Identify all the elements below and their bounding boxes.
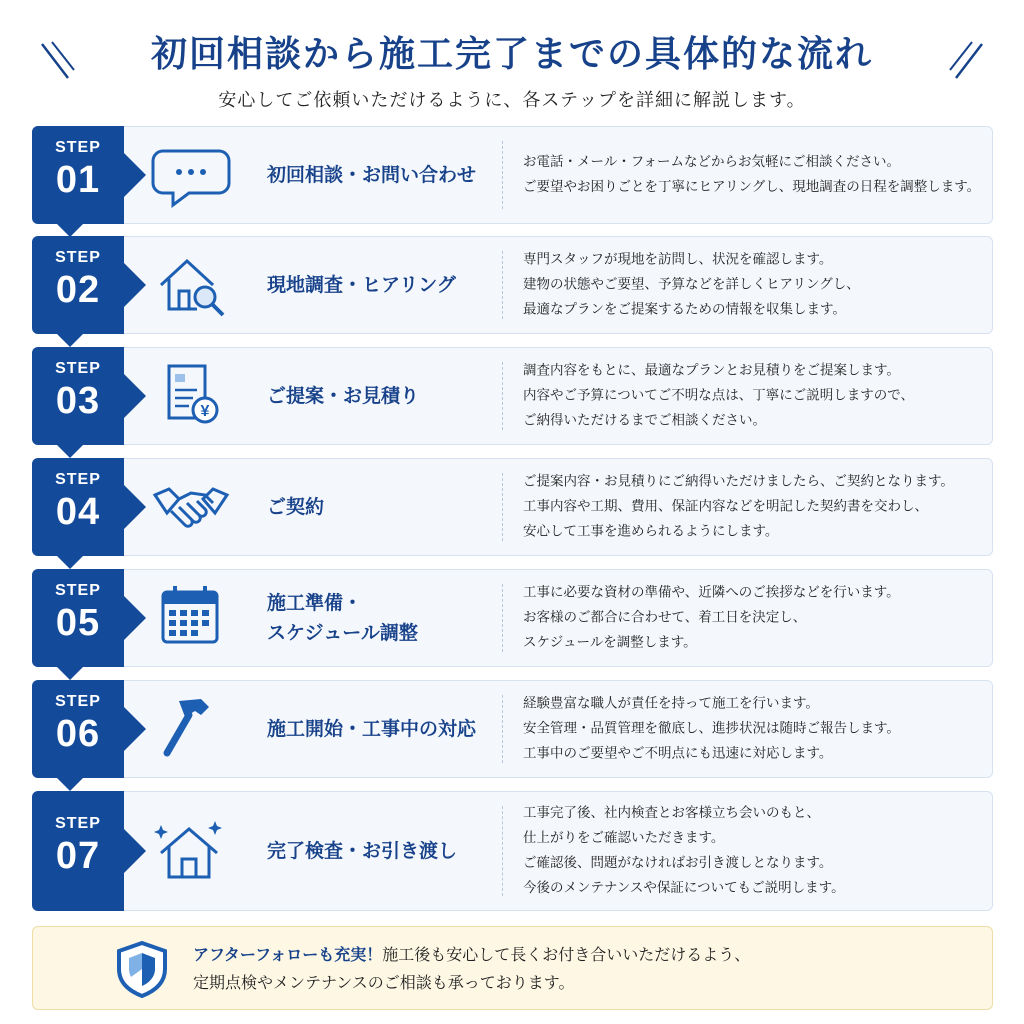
step-card — [32, 791, 993, 911]
estimate-document-yen-icon — [149, 360, 233, 432]
step-card — [32, 458, 993, 556]
header — [0, 0, 1024, 120]
down-arrow-icon — [57, 667, 83, 680]
divider — [502, 473, 503, 541]
banner-line — [193, 941, 973, 969]
banner-line: 定期点検やメンテナンスのご相談も承っております。 — [193, 973, 575, 992]
step-title-line: 完了検査・お引き渡し — [267, 840, 458, 862]
divider — [502, 362, 503, 430]
banner-highlight: アフターフォローも充実！ — [193, 945, 383, 964]
step-title — [267, 714, 499, 744]
description-line: 今後のメンテナンスや保証についてもご説明します。 — [523, 880, 845, 896]
step-badge — [32, 347, 124, 445]
description-line: 工事に必要な資材の準備や、近隣へのご挨拶などを行います。 — [523, 584, 900, 601]
svg-text:¥: ¥ — [200, 403, 210, 420]
down-arrow-icon — [57, 334, 83, 347]
description-line: スケジュールを調整します。 — [523, 634, 697, 651]
description-line: 工事中のご要望やご不明点にも迅速に対応します。 — [523, 745, 833, 762]
description-line: 経験豊富な職人が責任を持って施工を行います。 — [523, 695, 819, 712]
step-description — [523, 359, 985, 434]
down-arrow-icon — [57, 556, 83, 569]
step-label: STEP — [55, 582, 101, 599]
down-arrow-icon — [57, 778, 83, 791]
step-label: STEP — [55, 471, 101, 488]
step-badge — [32, 569, 124, 667]
divider — [502, 806, 503, 896]
step-card — [32, 236, 993, 334]
divider — [502, 251, 503, 319]
description-line: ご提案内容・お見積りにご納得いただけましたら、ご契約となります。 — [523, 473, 954, 490]
description-line: 内容やご予算についてご不明な点は、丁寧にご説明しますので、 — [523, 387, 914, 404]
divider — [502, 141, 503, 209]
step-number: 02 — [55, 269, 101, 311]
description-line: 専門スタッフが現地を訪問し、状況を確認します。 — [523, 251, 833, 268]
down-arrow-icon — [57, 224, 83, 237]
divider — [502, 584, 503, 652]
step-label: STEP — [55, 249, 101, 266]
step-title-line: ご提案・お見積り — [267, 385, 420, 407]
description-line: 安全管理・品質管理を徹底し、進捗状況は随時ご報告します。 — [523, 720, 900, 737]
description-line: ご確認後、問題がなければお引き渡しとなります。 — [523, 855, 833, 871]
step-description — [523, 581, 985, 656]
step-card — [32, 126, 993, 224]
step-badge — [32, 126, 124, 224]
banner-text — [193, 941, 973, 997]
description-line: 仕上がりをご確認いただきます。 — [523, 830, 725, 846]
step-title-line: 現地調査・ヒアリング — [267, 274, 456, 296]
description-line: 最適なプランをご提案するための情報を収集します。 — [523, 301, 846, 318]
step-label: STEP — [55, 693, 101, 710]
step-card — [32, 680, 993, 778]
step-number: 07 — [55, 835, 101, 877]
step-description — [523, 470, 985, 545]
down-arrow-icon — [57, 445, 83, 458]
description-line: ご要望やお困りごとを丁寧にヒアリングし、現地調査の日程を調整します。 — [523, 179, 981, 195]
step-number: 05 — [55, 602, 101, 644]
divider — [502, 695, 503, 763]
shield-icon — [113, 939, 171, 999]
description-line: お客様のご都合に合わせて、着工日を決定し、 — [523, 609, 807, 626]
house-sparkle-icon — [149, 815, 233, 887]
step-badge — [32, 458, 124, 556]
step-card — [32, 569, 993, 667]
step-label: STEP — [55, 139, 101, 156]
chat-bubble-icon — [149, 139, 233, 211]
description-line: お電話・メール・フォームなどからお気軽にご相談ください。 — [523, 154, 901, 170]
step-number: 04 — [55, 491, 101, 533]
step-badge — [32, 236, 124, 334]
step-number: 01 — [55, 159, 101, 201]
house-magnifier-icon — [149, 249, 233, 321]
banner-line-rest: 施工後も安心して長くお付き合いいただけるよう、 — [382, 945, 751, 964]
step-description — [523, 692, 985, 767]
page-subtitle: 安心してご依頼いただけるように、各ステップを詳細に解説します。 — [218, 90, 806, 111]
step-card — [32, 347, 993, 445]
page-title: 初回相談から施工完了までの具体的な流れ — [150, 33, 873, 75]
accent-lines-icon — [946, 38, 986, 82]
step-label: STEP — [55, 815, 101, 832]
step-number: 06 — [55, 713, 101, 755]
step-title-line: 施工準備・ — [267, 592, 363, 614]
step-badge — [32, 680, 124, 778]
step-title-line: 施工開始・工事中の対応 — [267, 718, 477, 740]
description-line: 工事完了後、社内検査とお客様立ち会いのもと、 — [523, 805, 820, 821]
step-description — [523, 801, 985, 901]
description-line: 調査内容をもとに、最適なプランとお見積りをご提案します。 — [523, 362, 900, 379]
description-line: ご納得いただけるまでご相談ください。 — [523, 412, 766, 429]
step-title — [267, 270, 499, 300]
handshake-icon — [149, 471, 233, 543]
step-title-line: スケジュール調整 — [267, 622, 418, 644]
hammer-icon — [149, 693, 233, 765]
step-title — [267, 160, 499, 190]
step-title — [267, 836, 499, 866]
step-description — [523, 248, 985, 323]
step-description — [523, 150, 985, 200]
step-title — [267, 492, 499, 522]
step-title — [267, 588, 499, 648]
description-line: 安心して工事を進められるようにします。 — [523, 523, 779, 540]
step-badge — [32, 791, 124, 911]
step-title — [267, 381, 499, 411]
step-number: 03 — [55, 380, 101, 422]
calendar-icon — [149, 582, 233, 654]
step-title-line: ご契約 — [267, 496, 325, 518]
description-line: 建物の状態やご要望、予算などを詳しくヒアリングし、 — [523, 276, 860, 293]
after-follow-banner — [32, 926, 993, 1010]
step-label: STEP — [55, 360, 101, 377]
step-title-line: 初回相談・お問い合わせ — [267, 164, 477, 186]
description-line: 工事内容や工期、費用、保証内容などを明記した契約書を交わし、 — [523, 498, 928, 515]
